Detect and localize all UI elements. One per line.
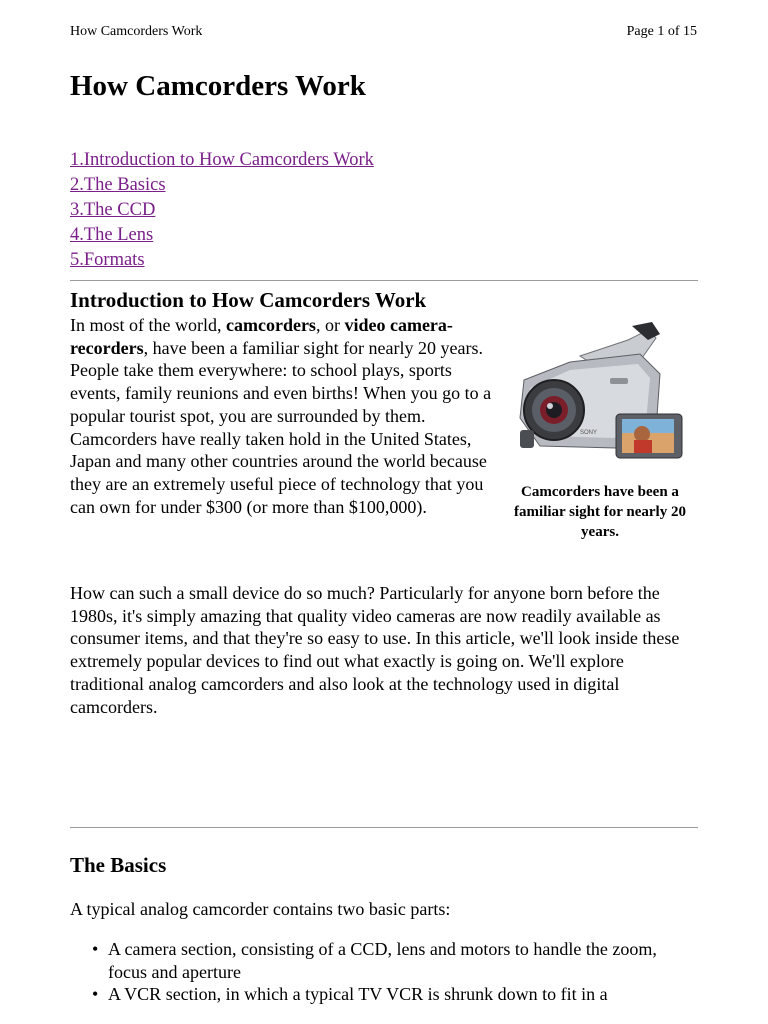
toc-link-basics[interactable]: 2.The Basics [70, 175, 166, 195]
text-run: , have been a familiar sight for nearly 20 years. People take them everywhere: to school plays, sports events, family reunions and even births! When you go to a popular tourist spot, you are surrounded by them. Camcorders have really taken hold in the United States, Japan and many other countries around the world because they are an extremely useful piece of technology that you can own for under $300 (or more than $100,000). [70, 337, 492, 517]
bullet-icon: • [92, 939, 99, 959]
section-divider [70, 280, 698, 281]
term-video-camera-recorders: video camera-recorders [70, 315, 453, 358]
camcorder-figure [505, 318, 695, 542]
list-item-text: A camera section, consisting of a CCD, lens and motors to handle the zoom, focus and aperture [108, 939, 657, 982]
camcorder-photo [510, 318, 690, 468]
toc-link-introduction[interactable]: 1.Introduction to How Camcorders Work [70, 150, 374, 170]
list-item-text: A VCR section, in which a typical TV VCR is shrunk down to fit in a [108, 984, 608, 1005]
toc-item [70, 198, 374, 223]
page-number: Page 1 of 15 [626, 24, 697, 39]
list-item [90, 983, 700, 1006]
intro-heading: Introduction to How Camcorders Work [70, 288, 427, 312]
article-title: How Camcorders Work [70, 70, 366, 102]
toc-link-lens[interactable]: 4.The Lens [70, 225, 154, 245]
toc-item [70, 223, 374, 248]
basics-heading: The Basics [70, 853, 167, 877]
intro-paragraph-2: How can such a small device do so much? Particularly for anyone born before the 1980s, it's simply amazing that quality video cameras are now readily available as consumer items, and that they're so easy to use. In this article, we'll look inside these extremely popular devices to find out what exactly is going on. We'll explore traditional analog camcorders and also look at the technology used in digital camcorders. [70, 583, 680, 717]
running-header-title: How Camcorders Work [70, 24, 203, 39]
basics-intro-text: A typical analog camcorder contains two basic parts: [70, 899, 451, 919]
toc-item [70, 248, 374, 273]
toc-item [70, 148, 374, 173]
list-item [90, 938, 700, 983]
table-of-contents [70, 148, 374, 273]
basics-list [90, 938, 700, 1006]
brand-logo: SONY [580, 430, 598, 436]
toc-link-formats[interactable]: 5.Formats [70, 250, 145, 270]
section-divider [70, 827, 698, 828]
bullet-icon: • [92, 984, 99, 1005]
figure-caption: Camcorders have been a familiar sight for nearly 20 years. [514, 484, 686, 540]
toc-link-ccd[interactable]: 3.The CCD [70, 200, 156, 220]
text-run: , or [315, 315, 345, 335]
term-camcorders: camcorders [225, 315, 316, 335]
toc-item [70, 173, 374, 198]
intro-paragraph [70, 314, 500, 518]
text-run: In most of the world, [70, 315, 226, 335]
